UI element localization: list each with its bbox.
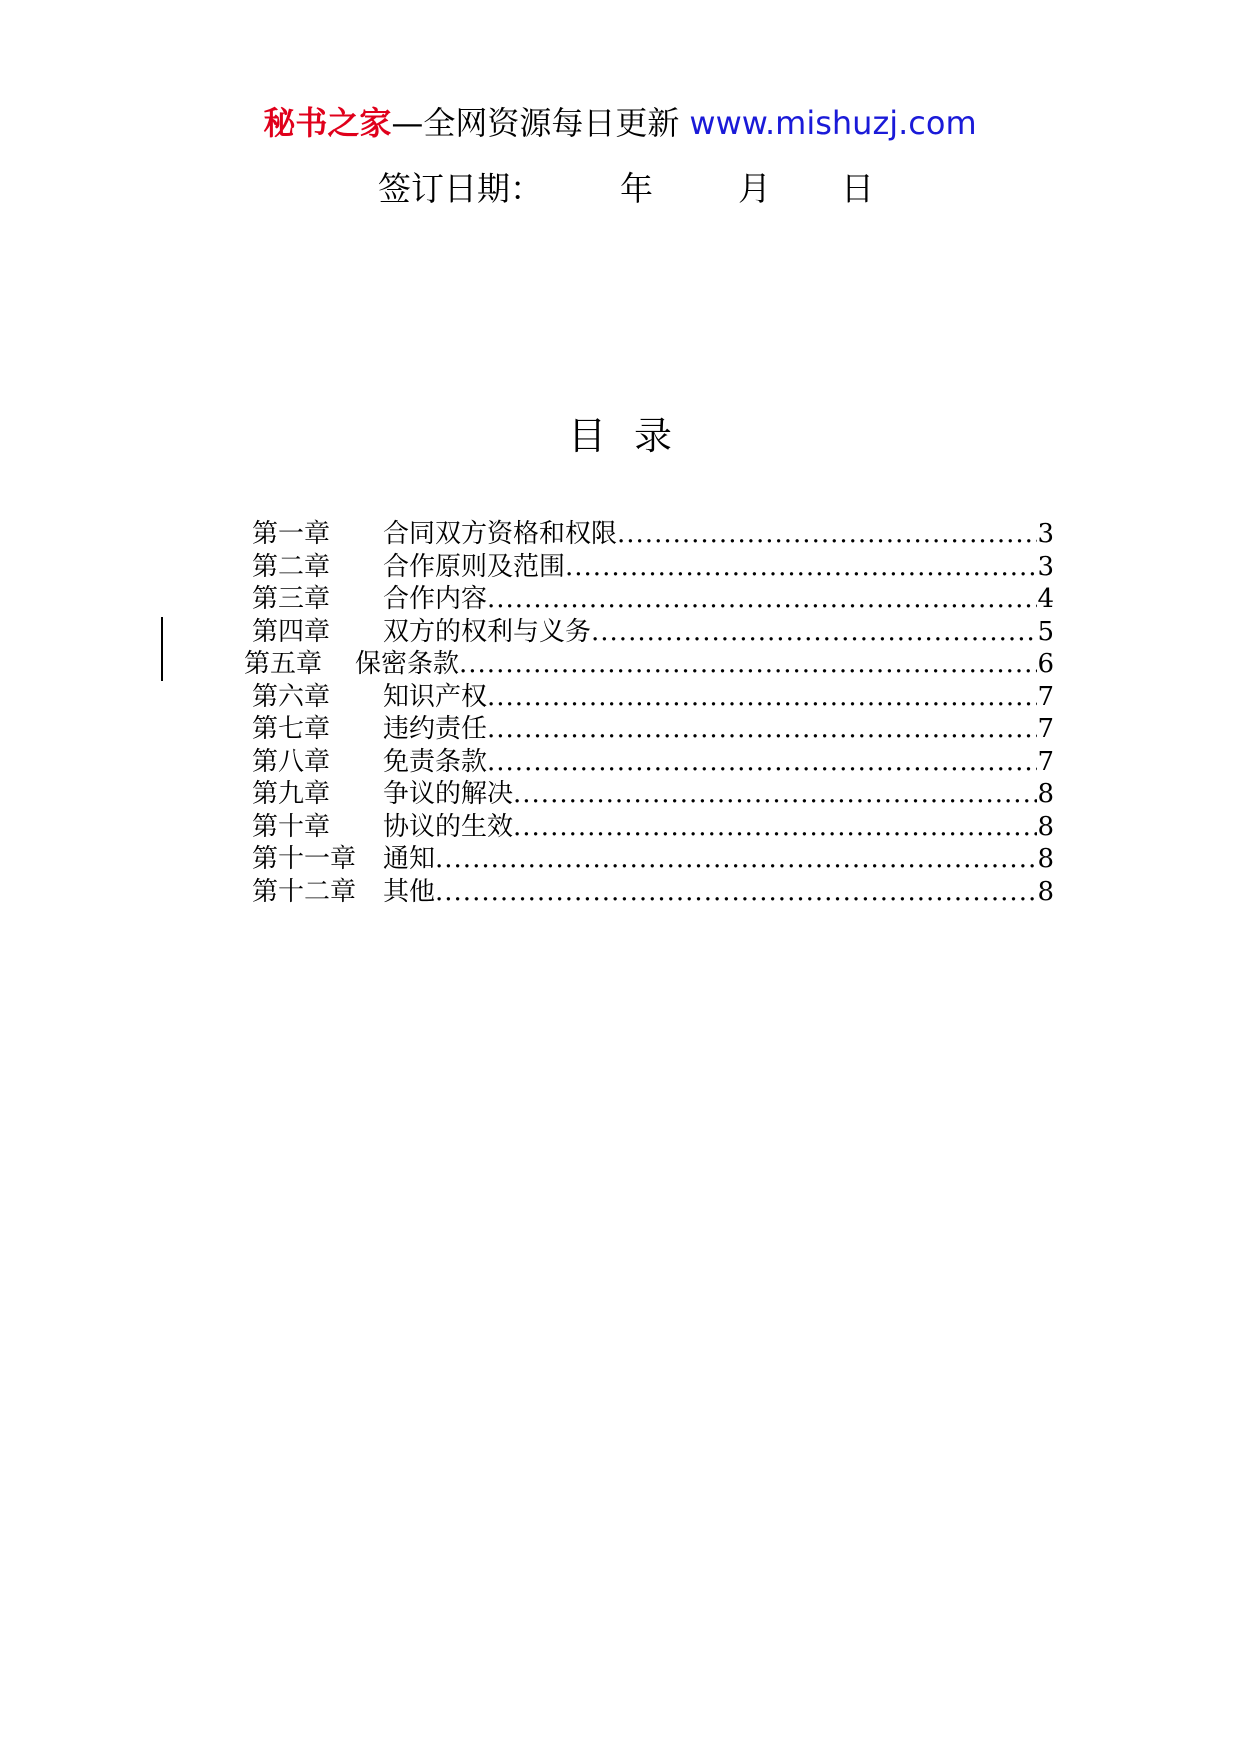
toc-page-number: 7 — [1037, 714, 1054, 744]
toc-entry[interactable] — [252, 876, 1054, 908]
sign-date-line — [378, 166, 874, 212]
toc-chapter-number: 第五章 — [244, 649, 323, 679]
toc-chapter-title: 合作原则及范围 — [383, 551, 566, 582]
toc-page-number: 4 — [1037, 584, 1054, 614]
toc-entry[interactable] — [252, 518, 1054, 550]
toc-leader-dots — [487, 746, 1037, 778]
toc-chapter-number: 第一章 — [252, 519, 331, 549]
toc-leader-dots — [459, 648, 1037, 680]
toc-entry[interactable] — [252, 616, 1054, 648]
toc-leader-dots — [617, 518, 1037, 550]
toc-page-number: 7 — [1037, 681, 1054, 712]
toc-page-number: 3 — [1037, 551, 1054, 582]
toc-page-number: 7 — [1037, 746, 1054, 777]
toc-chapter-number: 第十二章 — [252, 876, 357, 907]
toc-entry[interactable] — [252, 746, 1054, 778]
toc-page-number: 6 — [1037, 649, 1054, 679]
toc-chapter-number: 第三章 — [252, 584, 331, 614]
toc-chapter-title: 免责条款 — [383, 746, 488, 777]
toc-page-number: 5 — [1037, 616, 1054, 647]
toc-entry[interactable] — [252, 713, 1054, 745]
toc-leader-dots — [513, 778, 1037, 810]
toc-chapter-number: 第九章 — [252, 779, 331, 809]
toc-chapter-title: 协议的生效 — [383, 811, 514, 842]
toc-entry[interactable] — [252, 681, 1054, 713]
toc-entry[interactable] — [252, 811, 1054, 843]
sign-date-month: 月 — [738, 169, 771, 208]
toc-entry[interactable] — [244, 648, 1054, 680]
toc-leader-dots — [487, 713, 1037, 745]
toc-entry[interactable] — [252, 843, 1054, 875]
sign-date-year: 年 — [620, 169, 653, 208]
toc-entry[interactable] — [252, 551, 1054, 583]
brand-name: 秘书之家 — [263, 104, 392, 142]
toc-chapter-number: 第十章 — [252, 811, 331, 842]
toc-chapter-title: 保密条款 — [355, 649, 460, 679]
toc-leader-dots — [435, 843, 1037, 875]
toc-chapter-number: 第七章 — [252, 714, 331, 744]
toc-chapter-number: 第四章 — [252, 616, 331, 647]
toc-chapter-number: 第八章 — [252, 746, 331, 777]
toc-leader-dots — [487, 681, 1037, 713]
toc-chapter-title: 合作内容 — [383, 584, 488, 614]
toc-chapter-number: 第六章 — [252, 681, 331, 712]
change-bar — [161, 617, 163, 681]
slogan: —全网资源每日更新 — [391, 104, 680, 142]
toc-entry[interactable] — [252, 778, 1054, 810]
toc-heading: 目录 — [567, 414, 700, 458]
toc-chapter-number: 第十一章 — [252, 844, 357, 874]
toc-leader-dots — [487, 583, 1037, 615]
toc-chapter-title: 双方的权利与义务 — [383, 616, 592, 647]
sign-date-day: 日 — [841, 169, 874, 208]
toc-page-number: 8 — [1037, 811, 1054, 842]
toc-chapter-title: 违约责任 — [383, 714, 488, 744]
toc-leader-dots — [435, 876, 1037, 908]
toc-page-number: 3 — [1037, 519, 1054, 549]
toc-chapter-number: 第二章 — [252, 551, 331, 582]
toc-page-number: 8 — [1037, 844, 1054, 874]
toc-chapter-title: 通知 — [383, 844, 436, 874]
sign-date-label: 签订日期： — [378, 169, 543, 208]
toc-chapter-title: 其他 — [383, 876, 436, 907]
toc-page-number: 8 — [1037, 779, 1054, 809]
toc-chapter-title: 知识产权 — [383, 681, 488, 712]
toc-leader-dots — [565, 551, 1037, 583]
toc-leader-dots — [591, 616, 1037, 648]
toc-page-number: 8 — [1037, 876, 1054, 907]
toc-leader-dots — [513, 811, 1037, 843]
toc-chapter-title: 争议的解决 — [383, 779, 514, 809]
site-link[interactable]: www.mishuzj.com — [689, 104, 977, 142]
watermark-header — [0, 100, 1240, 146]
toc-chapter-title: 合同双方资格和权限 — [383, 519, 618, 549]
toc-entry[interactable] — [252, 583, 1054, 615]
